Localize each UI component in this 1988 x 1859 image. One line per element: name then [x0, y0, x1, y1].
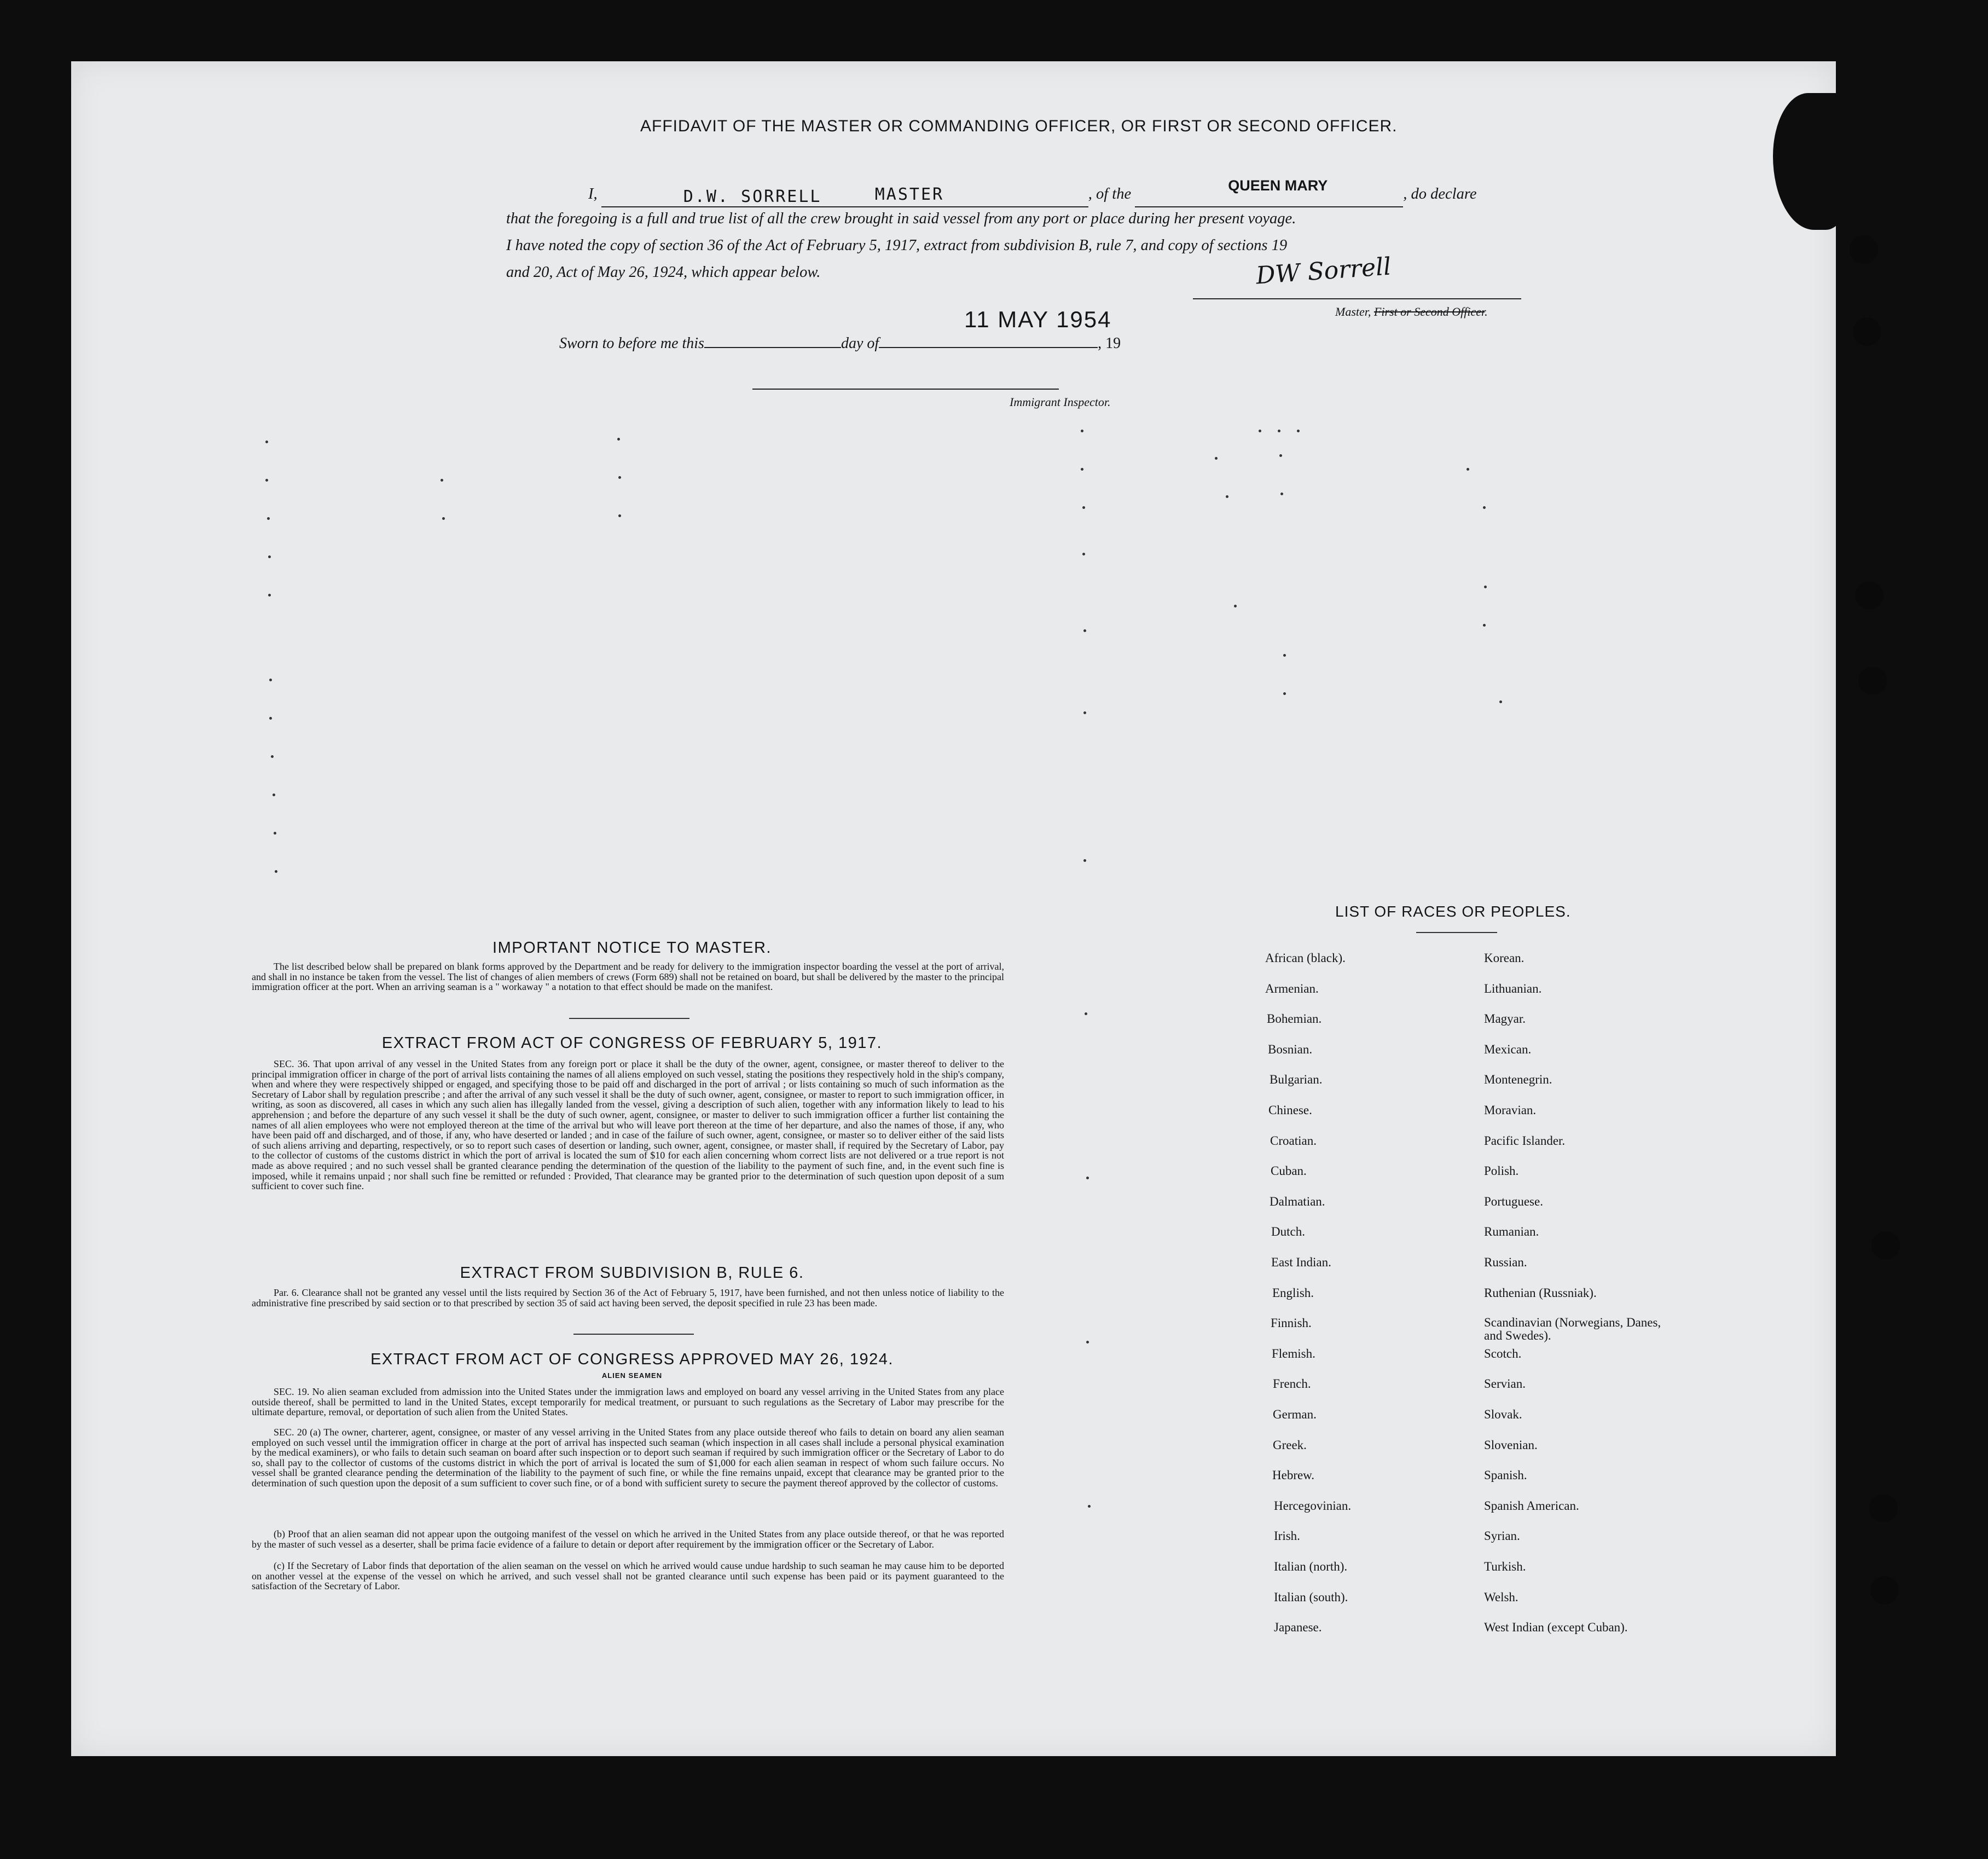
vessel-value: QUEEN MARY [1228, 177, 1328, 194]
race-item: Bulgarian. [1270, 1073, 1323, 1086]
race-item: Armenian. [1265, 982, 1319, 995]
race-item: East Indian. [1271, 1255, 1331, 1269]
affidavit-title: AFFIDAVIT OF THE MASTER OR COMMANDING OFFICER, OR FIRST OR SECOND OFFICER. [640, 117, 1398, 135]
sec20c-text: (c) If the Secretary of Labor finds that deportation of the alien seaman on the vessel on which he arrived would cause undue hardship to such seaman he may cause him to be deported on another vessel at the expense of the vessel on which he arrived, and such vessel shall not be granted clearance until such expense has been paid or its payment guaranteed to the satisfaction of the Secretary of Labor. [252, 1560, 1004, 1592]
master-signature: DW Sorrell [1255, 252, 1392, 290]
race-item: Scandinavian (Norwegians, Danes, and Swedes). [1484, 1316, 1661, 1342]
race-item: Korean. [1484, 951, 1525, 965]
punch-hole [1850, 235, 1878, 264]
race-item: Hebrew. [1272, 1468, 1315, 1482]
extract-1924-title: EXTRACT FROM ACT OF CONGRESS APPROVED MAY 26, 1924. [370, 1351, 894, 1368]
sec19-text: SEC. 19. No alien seaman excluded from admission into the United States under the immigration laws and employed on board any vessel arriving in the United States from any place outside thereof, shall be permitted to land in the United States, except temporarily for medical treatment, or pursuant to such regulations as the Secretary of Labor may prescribe for the ultimate departure, removal, or deportation of such alien from the United States. [252, 1386, 1004, 1418]
race-item: Spanish. [1484, 1468, 1527, 1482]
sworn-line: Sworn to before me this day of , 19 [559, 335, 1121, 352]
notice-text: The list described below shall be prepared on blank forms approved by the Department and be ready for delivery to the immigration inspector boarding the vessel at the port of arrival, and shall in no instance be taken from the vessel. The list of changes of alien members of crews (Form 689) shall not be retained on board, but shall be delivered by the master to the principal immigration officer at the port. When an arriving seaman is a " workaway " a notation to that effect should be made on the manifest. [252, 961, 1004, 993]
race-item: Irish. [1274, 1529, 1300, 1543]
notice-title: IMPORTANT NOTICE TO MASTER. [492, 939, 772, 957]
declaration-line-3: I have noted the copy of section 36 of the Act of February 5, 1917, extract from subdivision B, rule 7, and copy of sections 19 [506, 237, 1288, 254]
race-item: Welsh. [1484, 1590, 1518, 1604]
race-item: Scotch. [1484, 1347, 1522, 1360]
race-item: Bosnian. [1268, 1043, 1313, 1056]
race-item: Polish. [1484, 1164, 1519, 1178]
race-item: Slovenian. [1484, 1438, 1538, 1452]
of-the-label: , of the [1088, 186, 1132, 202]
punch-hole [1855, 581, 1883, 610]
race-item: French. [1273, 1377, 1311, 1391]
race-item: Dalmatian. [1270, 1195, 1325, 1208]
races-title: LIST OF RACES OR PEOPLES. [1335, 903, 1571, 920]
declaration-line-2: that the foregoing is a full and true list of all the crew brought in said vessel from any port or place during her present voyage. [506, 210, 1296, 227]
punch-hole [1858, 667, 1887, 695]
race-item: Italian (north). [1274, 1560, 1348, 1573]
signature-line [1193, 298, 1521, 299]
race-item: Turkish. [1484, 1560, 1526, 1573]
race-item: English. [1272, 1286, 1314, 1300]
race-item: Greek. [1273, 1438, 1307, 1452]
race-item: Flemish. [1272, 1347, 1315, 1360]
subdivision-b-title: EXTRACT FROM SUBDIVISION B, RULE 6. [460, 1264, 804, 1282]
do-declare-label: , do declare [1403, 186, 1477, 202]
divider [569, 1018, 689, 1019]
race-item: Rumanian. [1484, 1225, 1539, 1238]
rank-value: MASTER [874, 185, 944, 204]
inspector-line [752, 389, 1059, 390]
race-item: Cuban. [1271, 1164, 1307, 1178]
divider [573, 1334, 694, 1335]
race-item: Ruthenian (Russniak). [1484, 1286, 1597, 1300]
signature-caption: Master, First or Second Officer. [1335, 305, 1488, 318]
punch-hole [1870, 1576, 1899, 1605]
race-item: Finnish. [1271, 1316, 1312, 1330]
date-stamp: 11 MAY 1954 [964, 306, 1112, 332]
declaration-line-1 [506, 177, 1535, 207]
punch-hole [1869, 1494, 1898, 1522]
race-item: Bohemian. [1267, 1012, 1322, 1026]
race-item: Montenegrin. [1484, 1073, 1552, 1086]
race-item: West Indian (except Cuban). [1484, 1620, 1628, 1634]
race-item: Chinese. [1268, 1103, 1312, 1117]
name-value: D.W. SORRELL [683, 187, 822, 206]
inspector-label: Immigrant Inspector. [1010, 395, 1111, 409]
punch-hole [1871, 1231, 1900, 1260]
extract-1917-title: EXTRACT FROM ACT OF CONGRESS OF FEBRUARY 5, 1917. [381, 1034, 883, 1052]
race-item: African (black). [1265, 951, 1346, 965]
race-item: German. [1273, 1408, 1317, 1421]
race-item: Japanese. [1274, 1620, 1322, 1634]
race-item: Croatian. [1270, 1134, 1317, 1148]
subdivision-b-text: Par. 6. Clearance shall not be granted any vessel until the lists required by Section 36 of the Act of February 5, 1917, have been furnished, and not then unless notice of liability to the administrative fine prescribed by said section or to that prescribed by section 35 of said act having been served, the deposit specified in rule 23 has been made. [252, 1287, 1004, 1308]
races-underline [1416, 932, 1497, 933]
extract-1917-text: SEC. 36. That upon arrival of any vessel in the United States from any foreign port or place it shall be the duty of the owner, agent, consignee, or master thereof to deliver to the principal immigration officer in charge of the port of arrival lists containing the names of all aliens employed on such vessel, stating the positions they respectively hold in the ship's company, when and where they were respectively shipped or engaged, and specifying those to be paid off and discharged in the port of arrival ; or lists containing so much of such information as the Secretary of Labor shall by regulation prescribe ; and after the arrival of any such vessel it shall be the duty of such owner, agent, consignee, or master to report to such immigration officer, in writing, as soon as discovered, all cases in which any such alien has illegally landed from the vessel, giving a description of such alien, together with any information likely to lead to his apprehension ; and before the departure of any such vessel it shall be the duty of such owner, agent, consignee, or master to deliver to such immigration officer a further list containing the names of all alien employees who were not employed thereon at the time of the arrival but who will leave port thereon at the time of her departure, and also the names of those, if any, who have been paid off and discharged, and of those, if any, who have deserted or landed ; and in case of the failure of such owner, agent, consignee, or master so to deliver either of the said lists of such aliens arriving and departing, respectively, or so to report such cases of desertion or landing, such owner, agent, consignee, or master shall, if required by the Secretary of Labor, pay to the collector of customs of the customs district in which the port of arrival is located the sum of $10 for each alien concerning whom correct lists are not delivered or a true report is not made as above required ; and no such vessel shall be granted clearance pending the determination of the question of the liability to the payment of such fine, and, in the event such fine is imposed, while it remains unpaid ; nor shall such fine be remitted or refunded : Provided, That clearance may be granted prior to the determination of such question upon deposit of a sum sufficient to cover such fine. [252, 1058, 1004, 1192]
punch-hole [1853, 317, 1881, 346]
race-item: Pacific Islander. [1484, 1134, 1566, 1148]
sec20b-text: (b) Proof that an alien seaman did not appear upon the outgoing manifest of the vessel on which he arrived in the United States from any place outside thereof, or that he was reported by the master of such vessel as a deserter, shall be prima facie evidence of a failure to detain or deport after requirement by the immigration officer or the Secretary of Labor. [252, 1528, 1004, 1550]
sec20a-text: SEC. 20 (a) The owner, charterer, agent, consignee, or master of any vessel arriving in the United States from any place outside thereof who fails to detain on board any alien seaman employed on such vessel until the immigration officer in charge at the port of arrival has inspected such seaman (which inspection in all cases shall include a personal physical examination by the medical examiners), or who fails to detain such seaman on board after such inspection or to deport such seaman if required by such immigration officer or the Secretary of Labor to do so, shall pay to the collector of customs of the customs district in which the port of arrival is located the sum of $1,000 for each alien seaman in respect of whom such failure occurs. No vessel shall be granted clearance pending the determination of the liability to the payment of such fine, or while the fine remains unpaid, except that clearance may be granted prior to the determination of such question upon the deposit of a sum sufficient to cover such fine, or of a bond with sufficient surety to secure the payment thereof approved by the collector of customs. [252, 1427, 1004, 1489]
race-item: Slovak. [1484, 1408, 1522, 1421]
race-item: Lithuanian. [1484, 982, 1542, 995]
alien-seamen-subtitle: ALIEN SEAMEN [601, 1371, 663, 1380]
race-item: Russian. [1484, 1255, 1527, 1269]
race-item: Syrian. [1484, 1529, 1520, 1543]
race-item: Portuguese. [1484, 1195, 1543, 1208]
race-item: Moravian. [1484, 1103, 1537, 1117]
race-item: Italian (south). [1274, 1590, 1348, 1604]
race-item: Dutch. [1271, 1225, 1305, 1238]
declaration-line-4: and 20, Act of May 26, 1924, which appear below. [506, 264, 821, 281]
race-item: Hercegovinian. [1274, 1499, 1352, 1513]
race-item: Servian. [1484, 1377, 1526, 1391]
i-label: I, [588, 186, 598, 202]
race-item: Spanish American. [1484, 1499, 1579, 1513]
race-item: Mexican. [1484, 1043, 1532, 1056]
race-item: Magyar. [1484, 1012, 1526, 1026]
